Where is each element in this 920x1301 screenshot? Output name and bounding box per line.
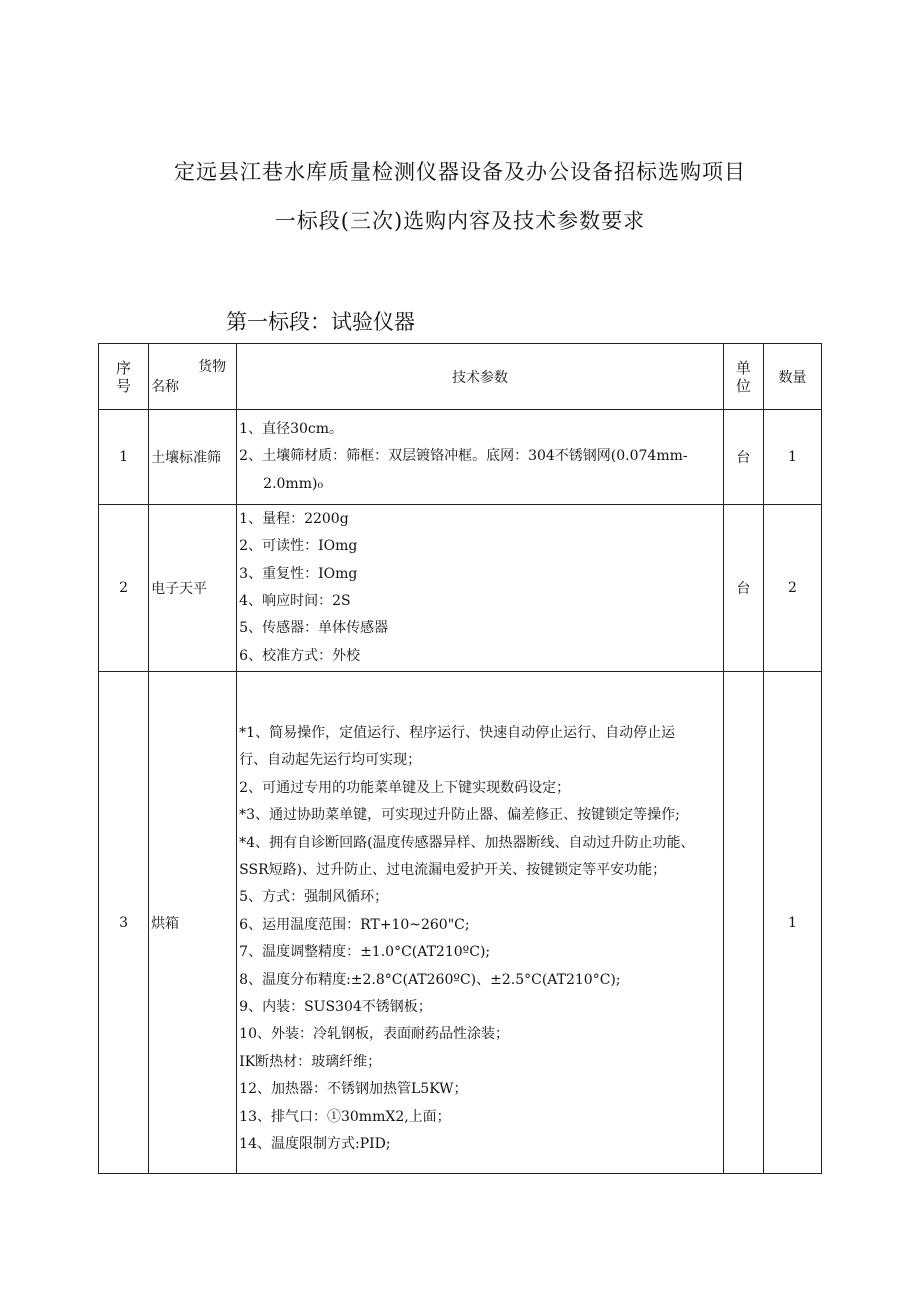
param-line: 8、温度分布精度:±2.8°C(AT260ºC)、±2.5°C(AT210°C); xyxy=(239,971,621,988)
row-unit: 台 xyxy=(723,410,763,505)
param-line: 7、温度调整精度：±1.0°C(AT210ºC); xyxy=(239,944,491,961)
row-name: 烘箱 xyxy=(149,672,237,1174)
table-row xyxy=(99,672,822,1174)
header-name xyxy=(149,344,237,410)
param-line: SSR短路)、过升防止、过电流漏电爱护开关、按键锁定等平安功能； xyxy=(239,862,667,879)
param-line: 2.0mm)₀ xyxy=(263,475,324,492)
row-qty: 1 xyxy=(763,410,821,505)
header-name-line2: 名称 xyxy=(151,378,180,395)
header-unit-line2: 位 xyxy=(735,376,751,395)
row-params xyxy=(237,505,724,672)
table-header-row xyxy=(99,344,822,410)
header-unit-line1: 单 xyxy=(735,358,751,377)
document-title-line1: 定远县江巷水库质量检测仪器设备及办公设备招标选购项目 xyxy=(174,160,746,184)
header-unit xyxy=(723,344,763,410)
param-line: *1、简易操作，定值运行、程序运行、快速自动停止运行、自动停止运 xyxy=(239,725,676,741)
param-line: *4、拥有自诊断回路(温度传感器异样、加热器断线、自动过升防止功能、 xyxy=(239,834,695,851)
param-line: 13、排气口：①30mmX2,上面； xyxy=(239,1108,451,1125)
param-line: 2、土壤筛材质：筛框：双层镀铬冲框。底网：304不锈钢网(0.074mm- xyxy=(239,448,688,465)
param-line: IK断热材：玻璃纤维； xyxy=(239,1053,382,1070)
param-line: 行、自动起先运行均可实现； xyxy=(239,752,422,769)
param-line: 5、传感器：单体传感器 xyxy=(239,620,389,637)
row-no: 1 xyxy=(99,410,149,505)
param-line: 5、方式：强制风循环； xyxy=(239,889,389,906)
param-line: 1、直径30cm。 xyxy=(239,420,344,437)
document-title-line2: 一标段(三次)选购内容及技术参数要求 xyxy=(274,209,646,233)
table-row xyxy=(99,505,822,672)
param-line: 6、校准方式：外校 xyxy=(239,647,361,664)
row-unit xyxy=(723,672,763,1174)
row-name: 土壤标准筛 xyxy=(149,410,237,505)
param-line: 1、量程：2200g xyxy=(239,510,349,527)
param-line: 14、温度限制方式:PID; xyxy=(239,1136,391,1153)
row-qty: 2 xyxy=(763,505,821,672)
table-row xyxy=(99,410,822,505)
header-qty: 数量 xyxy=(763,344,821,410)
row-unit: 台 xyxy=(723,505,763,672)
row-name: 电子天平 xyxy=(149,505,237,672)
param-line: 4、响应时间：2S xyxy=(239,593,351,609)
param-line: 2、可通过专用的功能菜单键及上下键实现数码设定； xyxy=(239,779,571,796)
row-no: 3 xyxy=(99,672,149,1174)
row-params xyxy=(237,410,724,505)
param-line: *3、通过协助菜单键，可实现过升防止器、偏差修正、按键锁定等操作; xyxy=(239,807,680,824)
section-title: 第一标段：试验仪器 xyxy=(226,310,415,334)
param-line: 3、重复性：IOmg xyxy=(239,565,358,582)
param-line: 2、可读性：IOmg xyxy=(239,538,358,555)
row-no: 2 xyxy=(99,505,149,672)
param-line: 12、加热器：不锈钢加热管L5KW； xyxy=(239,1081,468,1098)
param-line: 6、运用温度范围：RT+10~260"C; xyxy=(239,916,470,933)
param-line: 9、内装：SUS304不锈钢板； xyxy=(239,999,432,1016)
param-line: 10、外装：冷轧钢板，表面耐药品性涂装； xyxy=(239,1026,509,1043)
row-params xyxy=(237,672,724,1174)
header-no-line1: 序 xyxy=(116,358,132,377)
header-name-line1: 货物 xyxy=(198,358,227,375)
row-qty: 1 xyxy=(763,672,821,1174)
spec-table xyxy=(98,343,822,1174)
header-no-line2: 号 xyxy=(116,376,132,395)
header-params: 技术参数 xyxy=(237,344,724,410)
header-no xyxy=(99,344,149,410)
